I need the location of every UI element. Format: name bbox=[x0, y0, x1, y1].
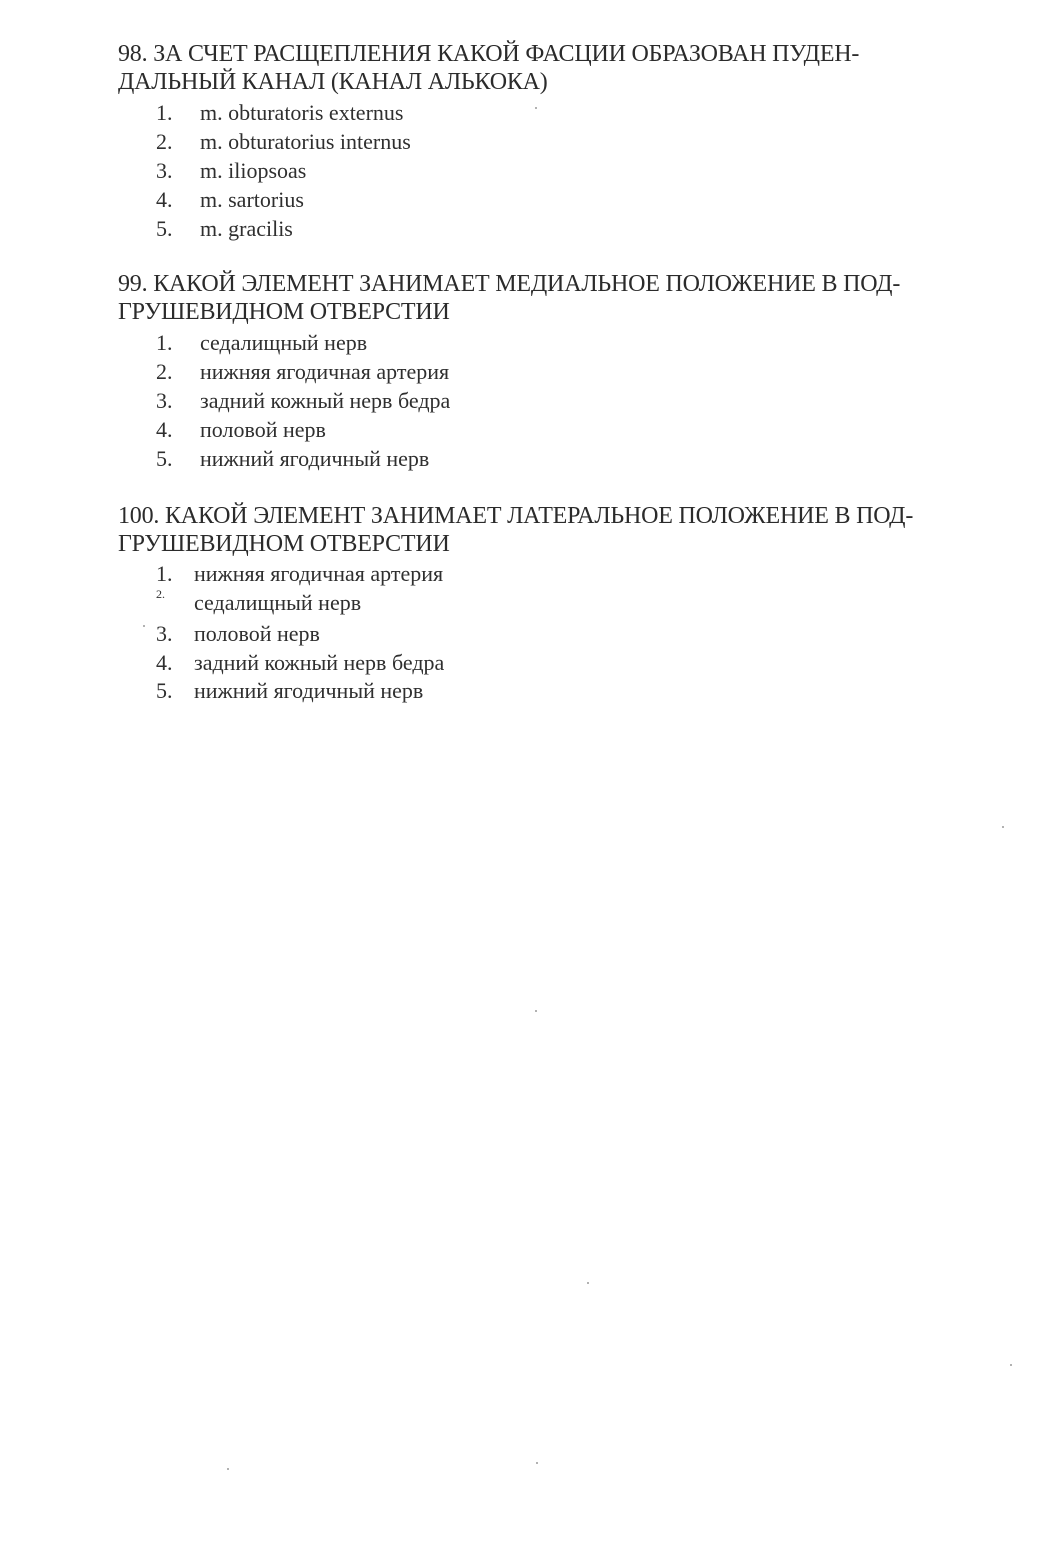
option-text: седалищный нерв bbox=[200, 330, 368, 355]
option-text: половой нерв bbox=[194, 621, 320, 646]
question-98 bbox=[118, 40, 998, 243]
answer-option-2 bbox=[118, 586, 998, 621]
question-title-line1: 100. КАКОЙ ЭЛЕМЕНТ ЗАНИМАЕТ ЛАТЕРАЛЬНОЕ ПОЛОЖЕНИЕ В ПОД- bbox=[118, 503, 914, 529]
option-text: половой нерв bbox=[200, 417, 326, 442]
answer-option-2 bbox=[118, 357, 998, 386]
question-title-line2: ГРУШЕВИДНОМ ОТВЕРСТИИ bbox=[118, 299, 450, 325]
option-number: 2. bbox=[156, 359, 173, 384]
question-title-line1: 99. КАКОЙ ЭЛЕМЕНТ ЗАНИМАЕТ МЕДИАЛЬНОЕ ПОЛОЖЕНИЕ В ПОД- bbox=[118, 271, 901, 297]
question-title bbox=[118, 502, 998, 558]
option-number: 3. bbox=[156, 621, 173, 646]
answer-option-1 bbox=[118, 328, 998, 357]
option-text: m. gracilis bbox=[200, 216, 293, 241]
scan-speck bbox=[1010, 1364, 1012, 1366]
option-text: задний кожный нерв бедра bbox=[200, 388, 451, 413]
option-text: нижняя ягодичная артерия bbox=[200, 359, 450, 384]
answer-options bbox=[118, 560, 998, 706]
scan-speck bbox=[587, 1282, 589, 1284]
question-title-line1: 98. ЗА СЧЕТ РАСЩЕПЛЕНИЯ КАКОЙ ФАСЦИИ ОБРАЗОВАН ПУДЕН- bbox=[118, 41, 860, 67]
option-text: нижний ягодичный нерв bbox=[194, 678, 424, 703]
option-number: 5. bbox=[156, 446, 173, 471]
option-number: 1. bbox=[156, 561, 173, 586]
option-number: 3. bbox=[156, 388, 173, 413]
option-text: m. iliopsoas bbox=[200, 158, 307, 183]
answer-option-4 bbox=[118, 185, 998, 214]
option-text: m. obturatoris externus bbox=[200, 100, 404, 125]
option-text: нижняя ягодичная артерия bbox=[194, 561, 444, 586]
option-number: 4. bbox=[156, 649, 173, 675]
scan-speck bbox=[1002, 826, 1004, 828]
scan-speck bbox=[536, 1462, 538, 1464]
option-text: нижний ягодичный нерв bbox=[200, 446, 430, 471]
answer-options bbox=[118, 328, 998, 473]
answer-options bbox=[118, 98, 998, 243]
answer-option-4 bbox=[118, 415, 998, 444]
question-title bbox=[118, 40, 998, 96]
answer-option-4 bbox=[118, 649, 998, 678]
option-text: m. obturatorius internus bbox=[200, 129, 411, 154]
answer-option-5 bbox=[118, 677, 998, 706]
question-99 bbox=[118, 270, 998, 473]
answer-option-1 bbox=[118, 98, 998, 127]
question-title-line2: ДАЛЬНЫЙ КАНАЛ (КАНАЛ АЛЬКОКА) bbox=[118, 69, 548, 95]
option-text: седалищный нерв bbox=[194, 589, 362, 615]
option-number: 1. bbox=[156, 330, 173, 355]
answer-option-3 bbox=[118, 620, 998, 649]
question-100 bbox=[118, 502, 998, 706]
option-number: 3. bbox=[156, 158, 173, 183]
option-number: 4. bbox=[156, 417, 173, 442]
question-title bbox=[118, 270, 998, 326]
scan-speck bbox=[227, 1468, 229, 1470]
option-text: m. sartorius bbox=[200, 187, 304, 212]
answer-option-1 bbox=[118, 560, 998, 589]
answer-option-2 bbox=[118, 127, 998, 156]
scan-speck bbox=[535, 1010, 537, 1012]
answer-option-5 bbox=[118, 444, 998, 473]
answer-option-3 bbox=[118, 386, 998, 415]
answer-option-3 bbox=[118, 156, 998, 185]
option-number: 1. bbox=[156, 100, 173, 125]
scan-speck bbox=[143, 625, 145, 627]
scan-speck bbox=[535, 107, 537, 109]
option-text: задний кожный нерв бедра bbox=[194, 649, 445, 675]
option-number: 2. bbox=[156, 586, 165, 601]
option-number: 4. bbox=[156, 187, 173, 212]
question-title-line2: ГРУШЕВИДНОМ ОТВЕРСТИИ bbox=[118, 531, 450, 557]
option-number: 2. bbox=[156, 129, 173, 154]
option-number: 5. bbox=[156, 678, 173, 703]
option-number: 5. bbox=[156, 216, 173, 241]
answer-option-5 bbox=[118, 214, 998, 243]
